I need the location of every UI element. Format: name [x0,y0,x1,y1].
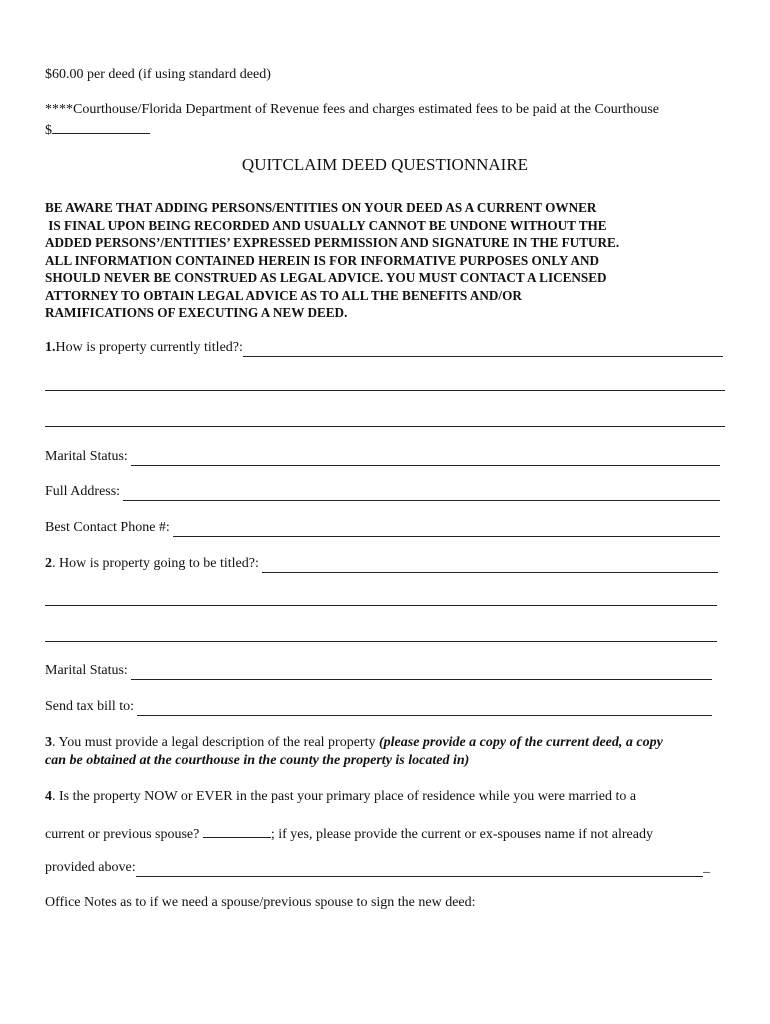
provided-above-label: provided above: [45,860,136,875]
dollar-sign: $ [45,123,52,138]
question-2-blank[interactable] [262,559,718,573]
warning-line-6: ATTORNEY TO OBTAIN LEGAL ADVICE AS TO ALL THE BENEFITS AND/OR [45,287,522,303]
question-1-label: How is property currently titled?: [55,340,243,355]
question-4-instructions: ; if yes, please provide the current or ex-spouses name if not already [270,827,653,842]
question-2-number: 2 [45,556,52,571]
question-2 [45,555,718,573]
current-marital-status-label: Marital Status: [45,449,128,464]
question-4-line-2 [45,823,653,844]
full-address-field[interactable] [123,487,720,501]
courthouse-fees-text: ****Courthouse/Florida Department of Revenue fees and charges estimated fees to be paid at the Courthouse [45,102,660,117]
phone-field[interactable] [173,523,720,537]
courthouse-fee-amount [45,119,150,140]
office-notes-label: Office Notes as to if we need a spouse/previous spouse to sign the new deed: [45,895,476,910]
new-marital-status-row [45,662,712,680]
warning-line-7: RAMIFICATIONS OF EXECUTING A NEW DEED. [45,305,348,320]
question-1-extra-line-1[interactable] [45,390,725,391]
question-1 [45,339,723,357]
question-4-line-1 [45,788,636,806]
warning-line-3: ADDED PERSONS’/ENTITIES’ EXPRESSED PERMISSION AND SIGNATURE IN THE FUTURE. [45,235,620,250]
tax-bill-label: Send tax bill to: [45,699,135,714]
question-4-text: . Is the property NOW or EVER in the past your primary place of residence while you were married to a [52,789,637,804]
new-marital-status-field[interactable] [131,666,712,680]
question-4-number: 4 [45,789,52,804]
provided-above-tail: _ [703,860,710,875]
current-marital-status-row [45,448,720,466]
full-address-row [45,483,720,501]
question-3-line-1 [45,734,663,752]
warning-line-1: BE AWARE THAT ADDING PERSONS/ENTITIES ON YOUR DEED AS A CURRENT OWNER [45,200,597,215]
warning-line-2: IS FINAL UPON BEING RECORDED AND USUALLY CANNOT BE UNDONE WITHOUT THE [45,217,607,233]
question-2-extra-line-2[interactable] [45,641,717,642]
warning-line-4: ALL INFORMATION CONTAINED HEREIN IS FOR INFORMATIVE PURPOSES ONLY AND [45,252,600,268]
question-4-spouse-label: current or previous spouse? [45,827,200,842]
warning-line-5: SHOULD NEVER BE CONSTRUED AS LEGAL ADVICE. YOU MUST CONTACT A LICENSED [45,270,607,285]
page-title: QUITCLAIM DEED QUESTIONNAIRE [241,155,529,174]
new-marital-status-label: Marital Status: [45,663,128,678]
courthouse-fee-blank[interactable] [52,119,150,134]
question-3-text: . You must provide a legal description of the real property [52,735,379,750]
spouse-answer-blank[interactable] [203,823,271,838]
question-3-emphasis-2: can be obtained at the courthouse in the county the property is located in) [45,753,470,768]
deed-fee-text: $60.00 per deed (if using standard deed) [45,67,271,82]
question-1-extra-line-2[interactable] [45,426,725,427]
question-2-label: . How is property going to be titled?: [52,556,259,571]
question-1-blank[interactable] [243,343,723,357]
tax-bill-field[interactable] [137,702,712,716]
question-3-number: 3 [45,735,52,750]
tax-bill-row [45,698,712,716]
current-marital-status-field[interactable] [131,452,720,466]
question-2-extra-line-1[interactable] [45,605,717,606]
full-address-label: Full Address: [45,484,121,499]
phone-label: Best Contact Phone #: [45,520,170,535]
question-4-line-3 [45,859,710,877]
spouse-name-field[interactable] [136,863,703,877]
phone-row [45,519,720,537]
question-1-number: 1. [45,340,56,355]
question-3-emphasis-1: (please provide a copy of the current deed, a copy [378,735,663,750]
